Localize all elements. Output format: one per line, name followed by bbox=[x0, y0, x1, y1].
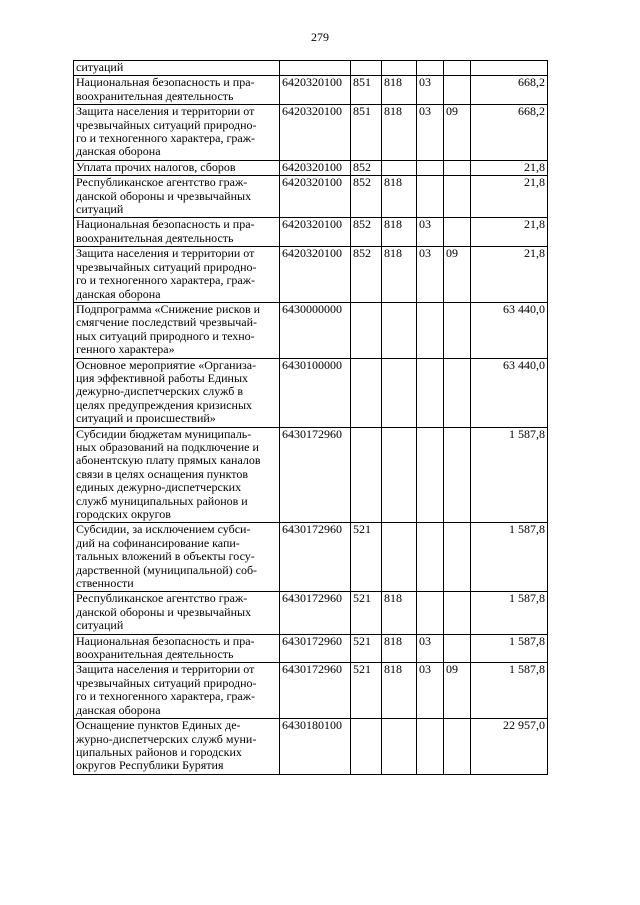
administrator-cell: 818 bbox=[382, 634, 417, 663]
expense-name-line: Защита населения и территории от bbox=[76, 104, 255, 119]
target-article-cell: 6420320100 bbox=[280, 76, 351, 105]
table-row bbox=[74, 592, 548, 634]
table-row bbox=[74, 719, 548, 775]
expense-name-line: воохранительная деятельность bbox=[76, 88, 234, 103]
expense-name-cell bbox=[74, 523, 280, 592]
amount-cell: 668,2 bbox=[471, 105, 548, 161]
expense-name-cell bbox=[74, 663, 280, 719]
expense-type-cell: 521 bbox=[351, 634, 382, 663]
section-cell: 03 bbox=[417, 634, 444, 663]
expense-name-cell bbox=[74, 76, 280, 105]
expense-name-line: Подпрограмма «Снижение рисков и bbox=[76, 302, 261, 316]
table-row bbox=[74, 634, 548, 663]
expense-name-line: чрезвычайных ситуаций природно- bbox=[76, 259, 257, 274]
target-article-cell: 6430172960 bbox=[280, 592, 351, 634]
administrator-cell bbox=[382, 523, 417, 592]
expense-name-line: тальных вложений в объекты госу- bbox=[76, 549, 255, 564]
expense-name-line: ситуаций bbox=[76, 202, 124, 217]
expense-name-line: ция эффективной работы Единых bbox=[76, 370, 249, 385]
subsection-cell bbox=[444, 719, 471, 775]
expense-name-line: Национальная безопасность и пра- bbox=[76, 217, 255, 232]
expense-name-line: связи в целях оснащения пунктов bbox=[76, 466, 249, 481]
expense-name-cell bbox=[74, 218, 280, 247]
section-cell bbox=[417, 358, 444, 427]
expense-name-line: ных ситуаций природного и техно- bbox=[76, 328, 255, 343]
expense-name-line: Республиканское агентство граж- bbox=[76, 175, 248, 190]
expense-type-cell: 521 bbox=[351, 663, 382, 719]
expense-type-cell: 851 bbox=[351, 105, 382, 161]
expense-name-line: Субсидии бюджетам муниципаль- bbox=[76, 427, 252, 441]
expense-name-cell bbox=[74, 358, 280, 427]
table-row bbox=[74, 358, 548, 427]
section-cell: 03 bbox=[417, 76, 444, 105]
expense-name-cell bbox=[74, 634, 280, 663]
expense-name-line: го и техногенного характера, граж- bbox=[76, 131, 256, 146]
subsection-cell bbox=[444, 302, 471, 358]
expense-name-line: Защита населения и территории от bbox=[76, 246, 255, 261]
section-cell: 03 bbox=[417, 218, 444, 247]
amount-cell bbox=[471, 61, 548, 76]
amount-cell: 668,2 bbox=[471, 76, 548, 105]
expense-name-line: единых дежурно-диспетчерских bbox=[76, 480, 242, 495]
expense-name-line: данская оборона bbox=[76, 702, 161, 717]
expense-name-cell bbox=[74, 719, 280, 775]
administrator-cell: 818 bbox=[382, 76, 417, 105]
target-article-cell: 6430172960 bbox=[280, 523, 351, 592]
expense-name-cell bbox=[74, 247, 280, 303]
expense-name-line: Субсидии, за исключением субси- bbox=[76, 522, 251, 537]
target-article-cell: 6430180100 bbox=[280, 719, 351, 775]
administrator-cell bbox=[382, 302, 417, 358]
section-cell bbox=[417, 61, 444, 76]
expense-name-line: воохранительная деятельность bbox=[76, 230, 234, 245]
amount-cell: 1 587,8 bbox=[471, 634, 548, 663]
table-row bbox=[74, 61, 548, 76]
expense-name-line: Основное мероприятие «Организа- bbox=[76, 358, 257, 372]
table-row bbox=[74, 176, 548, 218]
expense-name-line: дий на софинансирование капи- bbox=[76, 535, 240, 550]
subsection-cell bbox=[444, 218, 471, 247]
table-row bbox=[74, 160, 548, 175]
subsection-cell bbox=[444, 634, 471, 663]
amount-cell: 63 440,0 bbox=[471, 358, 548, 427]
section-cell bbox=[417, 427, 444, 523]
expense-name-line: данская оборона bbox=[76, 144, 161, 159]
amount-cell: 63 440,0 bbox=[471, 302, 548, 358]
expense-name-line: го и техногенного характера, граж- bbox=[76, 273, 256, 288]
expense-type-cell: 852 bbox=[351, 247, 382, 303]
expense-name-line: дарственной (муниципальной) соб- bbox=[76, 562, 258, 577]
amount-cell: 21,8 bbox=[471, 247, 548, 303]
table-row bbox=[74, 76, 548, 105]
expense-name-line: ципальных районов и городских bbox=[76, 744, 242, 759]
subsection-cell: 09 bbox=[444, 247, 471, 303]
subsection-cell bbox=[444, 76, 471, 105]
administrator-cell: 818 bbox=[382, 247, 417, 303]
section-cell: 03 bbox=[417, 105, 444, 161]
expense-name-line: целях предупреждения кризисных bbox=[76, 397, 253, 412]
budget-table bbox=[73, 60, 548, 775]
page-number: 279 bbox=[311, 30, 329, 44]
administrator-cell: 818 bbox=[382, 176, 417, 218]
expense-name-line: Национальная безопасность и пра- bbox=[76, 75, 255, 90]
target-article-cell: 6420320100 bbox=[280, 105, 351, 161]
expense-name-cell bbox=[74, 592, 280, 634]
expense-name-line: Уплата прочих налогов, сборов bbox=[76, 160, 236, 174]
section-cell bbox=[417, 592, 444, 634]
subsection-cell: 09 bbox=[444, 105, 471, 161]
table-row bbox=[74, 427, 548, 523]
target-article-cell bbox=[280, 61, 351, 76]
expense-name-line: округов Республики Бурятия bbox=[76, 758, 224, 773]
section-cell: 03 bbox=[417, 247, 444, 303]
expense-name-line: Республиканское агентство граж- bbox=[76, 591, 248, 606]
amount-cell: 21,8 bbox=[471, 218, 548, 247]
expense-type-cell: 521 bbox=[351, 592, 382, 634]
section-cell: 03 bbox=[417, 663, 444, 719]
table-row bbox=[74, 105, 548, 161]
administrator-cell bbox=[382, 719, 417, 775]
amount-cell: 1 587,8 bbox=[471, 427, 548, 523]
table-row bbox=[74, 302, 548, 358]
expense-name-line: воохранительная деятельность bbox=[76, 647, 234, 662]
expense-name-line: генного характера» bbox=[76, 342, 175, 357]
expense-type-cell bbox=[351, 719, 382, 775]
subsection-cell: 09 bbox=[444, 663, 471, 719]
expense-type-cell: 851 bbox=[351, 76, 382, 105]
administrator-cell bbox=[382, 358, 417, 427]
administrator-cell: 818 bbox=[382, 105, 417, 161]
target-article-cell: 6430000000 bbox=[280, 302, 351, 358]
amount-cell: 1 587,8 bbox=[471, 663, 548, 719]
expense-name-line: ственности bbox=[76, 576, 134, 591]
subsection-cell bbox=[444, 592, 471, 634]
target-article-cell: 6420320100 bbox=[280, 160, 351, 175]
expense-type-cell bbox=[351, 61, 382, 76]
expense-name-line: ситуаций bbox=[76, 618, 124, 633]
expense-name-line: служб муниципальных районов и bbox=[76, 493, 248, 508]
expense-type-cell: 852 bbox=[351, 218, 382, 247]
expense-name-line: чрезвычайных ситуаций природно- bbox=[76, 675, 257, 690]
administrator-cell: 818 bbox=[382, 663, 417, 719]
subsection-cell bbox=[444, 358, 471, 427]
expense-name-line: Защита населения и территории от bbox=[76, 662, 255, 677]
expense-name-line: журно-диспетчерских служб муни- bbox=[76, 731, 257, 746]
expense-type-cell: 852 bbox=[351, 176, 382, 218]
target-article-cell: 6430172960 bbox=[280, 427, 351, 523]
expense-type-cell: 852 bbox=[351, 160, 382, 175]
expense-name-cell bbox=[74, 61, 280, 76]
expense-type-cell bbox=[351, 427, 382, 523]
table-row bbox=[74, 663, 548, 719]
amount-cell: 21,8 bbox=[471, 160, 548, 175]
expense-name-line: ситуаций bbox=[76, 60, 124, 74]
expense-name-line: данской обороны и чрезвычайных bbox=[76, 188, 252, 203]
budget-table-body bbox=[74, 61, 548, 775]
expense-name-line: чрезвычайных ситуаций природно- bbox=[76, 117, 257, 132]
expense-name-line: смягчение последствий чрезвычай- bbox=[76, 315, 258, 330]
subsection-cell bbox=[444, 176, 471, 218]
expense-name-line: Оснащение пунктов Единых де- bbox=[76, 718, 241, 733]
administrator-cell: 818 bbox=[382, 218, 417, 247]
expense-name-cell bbox=[74, 427, 280, 523]
amount-cell: 1 587,8 bbox=[471, 523, 548, 592]
administrator-cell: 818 bbox=[382, 592, 417, 634]
expense-type-cell: 521 bbox=[351, 523, 382, 592]
section-cell bbox=[417, 176, 444, 218]
expense-name-cell bbox=[74, 160, 280, 175]
administrator-cell bbox=[382, 160, 417, 175]
amount-cell: 22 957,0 bbox=[471, 719, 548, 775]
expense-name-line: дежурно-диспетчерских служб в bbox=[76, 384, 243, 399]
expense-name-cell bbox=[74, 105, 280, 161]
expense-name-line: ных образований на подключение и bbox=[76, 439, 259, 454]
expense-name-line: Национальная безопасность и пра- bbox=[76, 634, 255, 648]
administrator-cell bbox=[382, 427, 417, 523]
table-row bbox=[74, 523, 548, 592]
table-row bbox=[74, 218, 548, 247]
section-cell bbox=[417, 160, 444, 175]
amount-cell: 21,8 bbox=[471, 176, 548, 218]
expense-name-line: городских округов bbox=[76, 507, 171, 521]
subsection-cell bbox=[444, 160, 471, 175]
expense-name-cell bbox=[74, 176, 280, 218]
subsection-cell bbox=[444, 523, 471, 592]
expense-type-cell bbox=[351, 302, 382, 358]
amount-cell: 1 587,8 bbox=[471, 592, 548, 634]
section-cell bbox=[417, 719, 444, 775]
expense-name-line: абонентскую плату прямых каналов bbox=[76, 453, 261, 468]
expense-name-line: данской обороны и чрезвычайных bbox=[76, 604, 252, 619]
target-article-cell: 6430172960 bbox=[280, 663, 351, 719]
expense-name-line: ситуаций и происшествий» bbox=[76, 411, 216, 426]
table-row bbox=[74, 247, 548, 303]
target-article-cell: 6420320100 bbox=[280, 247, 351, 303]
target-article-cell: 6420320100 bbox=[280, 218, 351, 247]
expense-name-line: го и техногенного характера, граж- bbox=[76, 689, 256, 704]
administrator-cell bbox=[382, 61, 417, 76]
expense-type-cell bbox=[351, 358, 382, 427]
section-cell bbox=[417, 302, 444, 358]
subsection-cell bbox=[444, 61, 471, 76]
subsection-cell bbox=[444, 427, 471, 523]
target-article-cell: 6420320100 bbox=[280, 176, 351, 218]
target-article-cell: 6430172960 bbox=[280, 634, 351, 663]
expense-name-line: данская оборона bbox=[76, 286, 161, 301]
target-article-cell: 6430100000 bbox=[280, 358, 351, 427]
section-cell bbox=[417, 523, 444, 592]
expense-name-cell bbox=[74, 302, 280, 358]
